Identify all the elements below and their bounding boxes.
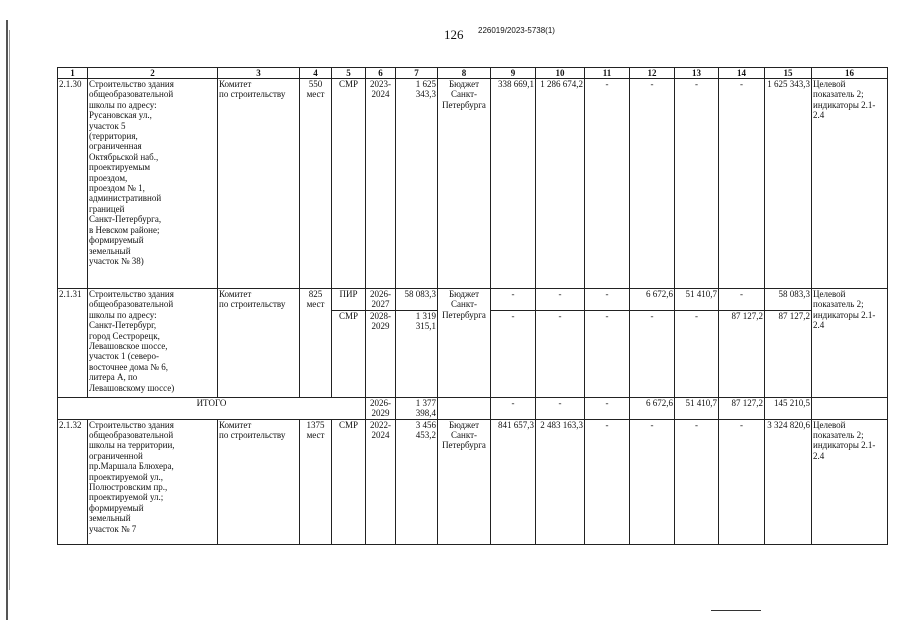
header-cell: 13 bbox=[675, 68, 719, 79]
value-col-15: 1 625 343,3 bbox=[765, 79, 812, 289]
value-col-9: - bbox=[491, 397, 536, 419]
indicators: Целевой показатель 2; индикаторы 2.1- 2.4 bbox=[812, 79, 888, 289]
row-number: 2.1.30 bbox=[58, 79, 88, 289]
value-col-13: - bbox=[675, 79, 719, 289]
signature-line bbox=[711, 610, 761, 611]
indicators: Целевой показатель 2; индикаторы 2.1- 2.4 bbox=[812, 289, 888, 398]
capacity: 1375 мест bbox=[300, 419, 332, 544]
value-col-12: - bbox=[630, 79, 675, 289]
value-col-10: - bbox=[536, 310, 585, 397]
header-cell: 11 bbox=[585, 68, 630, 79]
value-col-14: 87 127,2 bbox=[719, 397, 765, 419]
value-col-15: 58 083,3 bbox=[765, 289, 812, 311]
object-name: Строительство здания общеобразовательной школы на территории, ограниченной пр.Маршала Блюхера, проектируемой ул., Полюстровским пр., проектируемой ул.; формируемый земельный участок № 7 bbox=[88, 419, 218, 544]
value-col-13: - bbox=[675, 310, 719, 397]
table-row bbox=[58, 79, 888, 289]
total-cost: 3 456 453,2 bbox=[396, 419, 438, 544]
total-cost: 1 377 398,4 bbox=[396, 397, 438, 419]
years: 2028- 2029 bbox=[366, 310, 396, 397]
total-cost: 58 083,3 bbox=[396, 289, 438, 311]
value-col-9: - bbox=[491, 310, 536, 397]
agency: Комитет по строительству bbox=[218, 289, 300, 398]
value-col-10: - bbox=[536, 397, 585, 419]
indicators: Целевой показатель 2; индикаторы 2.1- 2.4 bbox=[812, 419, 888, 544]
value-col-11: - bbox=[585, 419, 630, 544]
value-col-12: - bbox=[630, 419, 675, 544]
funding-source: Бюджет Санкт- Петербурга bbox=[438, 79, 491, 289]
value-col-12: 6 672,6 bbox=[630, 397, 675, 419]
header-cell: 4 bbox=[300, 68, 332, 79]
header-cell: 2 bbox=[88, 68, 218, 79]
value-col-15: 87 127,2 bbox=[765, 310, 812, 397]
header-cell: 3 bbox=[218, 68, 300, 79]
value-col-14: - bbox=[719, 419, 765, 544]
indicators bbox=[812, 397, 888, 419]
header-cell: 5 bbox=[332, 68, 366, 79]
value-col-14: - bbox=[719, 289, 765, 311]
years: 2026- 2027 bbox=[366, 289, 396, 311]
header-cell: 15 bbox=[765, 68, 812, 79]
table-row bbox=[58, 289, 888, 311]
funding-source bbox=[438, 397, 491, 419]
work-type: СМР bbox=[332, 79, 366, 289]
scan-edge-line bbox=[6, 20, 8, 620]
value-col-9: 338 669,1 bbox=[491, 79, 536, 289]
capacity: 550 мест bbox=[300, 79, 332, 289]
header-cell: 16 bbox=[812, 68, 888, 79]
funding-source: Бюджет Санкт- Петербурга bbox=[438, 419, 491, 544]
value-col-13: 51 410,7 bbox=[675, 397, 719, 419]
total-label: ИТОГО bbox=[58, 397, 366, 419]
header-cell: 12 bbox=[630, 68, 675, 79]
total-cost: 1 625 343,3 bbox=[396, 79, 438, 289]
total-row bbox=[58, 397, 888, 419]
program-table bbox=[57, 67, 888, 545]
value-col-11: - bbox=[585, 397, 630, 419]
years: 2022- 2024 bbox=[366, 419, 396, 544]
page-number: 126 bbox=[444, 27, 464, 42]
header-cell: 1 bbox=[58, 68, 88, 79]
value-col-12: 6 672,6 bbox=[630, 289, 675, 311]
value-col-13: 51 410,7 bbox=[675, 289, 719, 311]
header-cell: 6 bbox=[366, 68, 396, 79]
value-col-9: - bbox=[491, 289, 536, 311]
value-col-11: - bbox=[585, 79, 630, 289]
header-row bbox=[58, 68, 888, 79]
years: 2023- 2024 bbox=[366, 79, 396, 289]
work-type: СМР bbox=[332, 419, 366, 544]
value-col-10: 1 286 674,2 bbox=[536, 79, 585, 289]
years: 2026- 2029 bbox=[366, 397, 396, 419]
value-col-10: - bbox=[536, 289, 585, 311]
object-name: Строительство здания общеобразовательной школы по адресу: Санкт-Петербург, город Сестрорецк, Левашовское шоссе, участок 1 (северо- восточнее дома № 6, литера А, по Левашовскому шоссе) bbox=[88, 289, 218, 398]
header-cell: 7 bbox=[396, 68, 438, 79]
header-cell: 14 bbox=[719, 68, 765, 79]
agency: Комитет по строительству bbox=[218, 419, 300, 544]
value-col-15: 145 210,5 bbox=[765, 397, 812, 419]
header-cell: 9 bbox=[491, 68, 536, 79]
scan-edge-line-inner bbox=[9, 30, 10, 590]
funding-source: Бюджет Санкт- Петербурга bbox=[438, 289, 491, 398]
value-col-14: 87 127,2 bbox=[719, 310, 765, 397]
value-col-12: - bbox=[630, 310, 675, 397]
total-cost: 1 319 315,1 bbox=[396, 310, 438, 397]
capacity: 825 мест bbox=[300, 289, 332, 398]
value-col-11: - bbox=[585, 310, 630, 397]
value-col-9: 841 657,3 bbox=[491, 419, 536, 544]
agency: Комитет по строительству bbox=[218, 79, 300, 289]
row-number: 2.1.31 bbox=[58, 289, 88, 398]
header-cell: 10 bbox=[536, 68, 585, 79]
value-col-14: - bbox=[719, 79, 765, 289]
document-id: 226019/2023-5738(1) bbox=[478, 26, 555, 35]
value-col-11: - bbox=[585, 289, 630, 311]
object-name: Строительство здания общеобразовательной школы по адресу: Русановская ул., участок 5 (территория, ограниченная Октябрьской наб., проектируемым проездом, проездом № 1, административной границей Санкт-Петербурга, в Невском районе; формируемый земельный участок № 38) bbox=[88, 79, 218, 289]
table-row bbox=[58, 419, 888, 544]
header-cell: 8 bbox=[438, 68, 491, 79]
value-col-15: 3 324 820,6 bbox=[765, 419, 812, 544]
value-col-10: 2 483 163,3 bbox=[536, 419, 585, 544]
value-col-13: - bbox=[675, 419, 719, 544]
work-type: ПИР bbox=[332, 289, 366, 311]
row-number: 2.1.32 bbox=[58, 419, 88, 544]
work-type: СМР bbox=[332, 310, 366, 397]
